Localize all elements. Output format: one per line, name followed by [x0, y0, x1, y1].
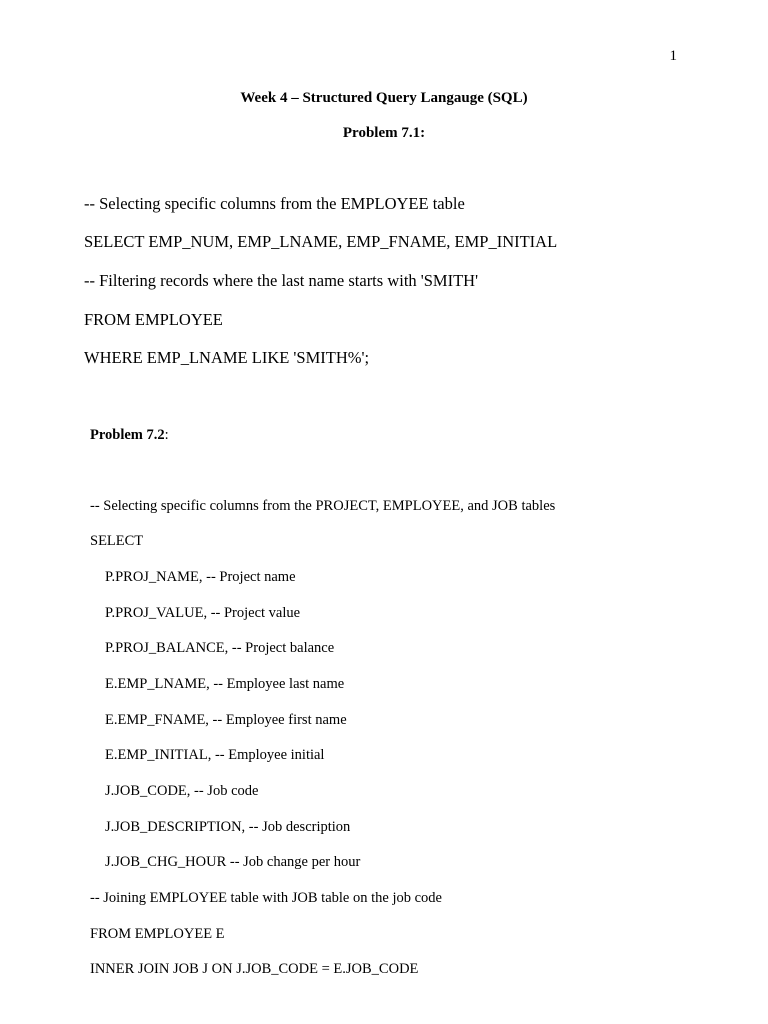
problem-7-2-heading-text: Problem 7.2: [90, 427, 165, 443]
problem-7-2-heading-colon: :: [164, 427, 169, 443]
sql-column-line: J.JOB_CODE, -- Job code: [105, 783, 259, 799]
sql-comment-line: -- Selecting specific columns from the PROJECT, EMPLOYEE, and JOB tables: [90, 498, 556, 514]
sql-from-line: FROM EMPLOYEE E: [90, 926, 225, 942]
sql-column-line: P.PROJ_VALUE, -- Project value: [105, 605, 301, 621]
sql-from-line: FROM EMPLOYEE: [84, 310, 223, 329]
page-number: 1: [669, 48, 677, 64]
document-title: Week 4 – Structured Query Langauge (SQL): [240, 90, 528, 106]
sql-column-line: P.PROJ_NAME, -- Project name: [105, 569, 296, 585]
sql-column-line: E.EMP_LNAME, -- Employee last name: [105, 676, 345, 692]
sql-column-line: E.EMP_FNAME, -- Employee first name: [105, 712, 347, 728]
sql-comment-line: -- Selecting specific columns from the EMPLOYEE table: [84, 194, 465, 213]
problem-7-2-heading: [90, 426, 169, 444]
sql-join-line: INNER JOIN JOB J ON J.JOB_CODE = E.JOB_CODE: [90, 961, 419, 977]
sql-column-line: J.JOB_CHG_HOUR -- Job change per hour: [105, 854, 361, 870]
problem-7-1-heading: Problem 7.1:: [342, 125, 426, 141]
sql-where-line: WHERE EMP_LNAME LIKE 'SMITH%';: [84, 348, 370, 367]
sql-column-line: P.PROJ_BALANCE, -- Project balance: [105, 640, 335, 656]
sql-select-line: SELECT EMP_NUM, EMP_LNAME, EMP_FNAME, EMP_INITIAL: [84, 232, 558, 251]
sql-comment-line: -- Joining EMPLOYEE table with JOB table on the job code: [90, 890, 442, 906]
sql-column-line: E.EMP_INITIAL, -- Employee initial: [105, 747, 325, 763]
sql-select-line: SELECT: [90, 533, 144, 549]
sql-comment-line: -- Filtering records where the last name starts with 'SMITH': [84, 271, 479, 290]
sql-column-line: J.JOB_DESCRIPTION, -- Job description: [105, 819, 351, 835]
